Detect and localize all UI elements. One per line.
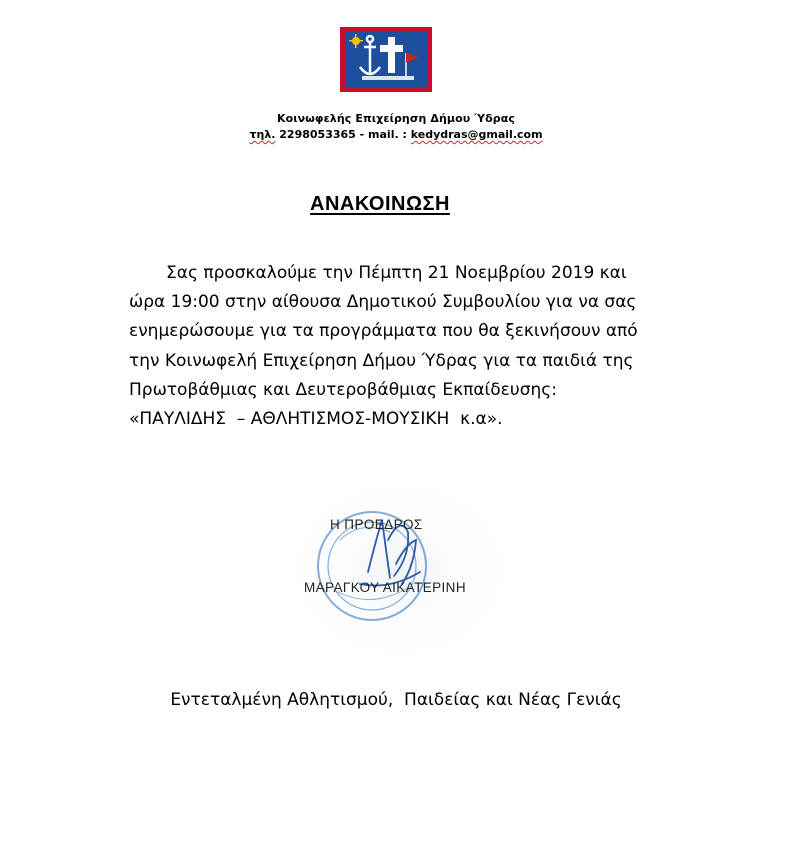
announcement-body [129,259,669,434]
cross-anchor-flag-emblem-icon [340,27,432,92]
body-line: Πρωτοβάθμιας και Δευτεροβάθμιας Εκπαίδευσης: [129,379,557,400]
body-line: Σας προσκαλούμε την Πέμπτη 21 Νοεμβρίου 2019 και [166,263,627,283]
blue-round-seal-icon [290,480,510,660]
organization-name: Κοινωφελής Επιχείρηση Δήμου Ύδρας [276,112,516,125]
footer-text: Εντεταλμένη Αθλητισμού, Παιδείας και Νέας Γενιάς [170,690,622,710]
announcement-title: ΑΝΑΚΟΙΝΩΣΗ [310,193,450,215]
body-line: «ΠΑΥΛΙΔΗΣ – ΑΘΛΗΤΙΣΜΟΣ-ΜΟΥΣΙΚΗ κ.α». [129,409,503,430]
phone-prefix: τηλ. [249,128,276,141]
contact-line [0,128,792,141]
signatory-title: Η ΠΡΟΕΔΡΟΣ [330,517,423,532]
signatory-name: ΜΑΡΑΓΚΟΥ ΑΙΚΑΤΕΡΙΝΗ [304,580,466,595]
email-address: kedydras@gmail.com [410,128,543,141]
body-line: ώρα 19:00 στην αίθουσα Δημοτικού Συμβουλίου για να σας [129,292,637,313]
body-line: την Κοινωφελή Επιχείρηση Δήμου Ύδρας για τα παιδιά της [129,350,634,371]
body-line: ενημερώσουμε για τα προγράμματα που θα ξεκινήσουν από [129,321,638,342]
phone-and-mail-label: 2298053365 - mail. : [275,128,411,141]
